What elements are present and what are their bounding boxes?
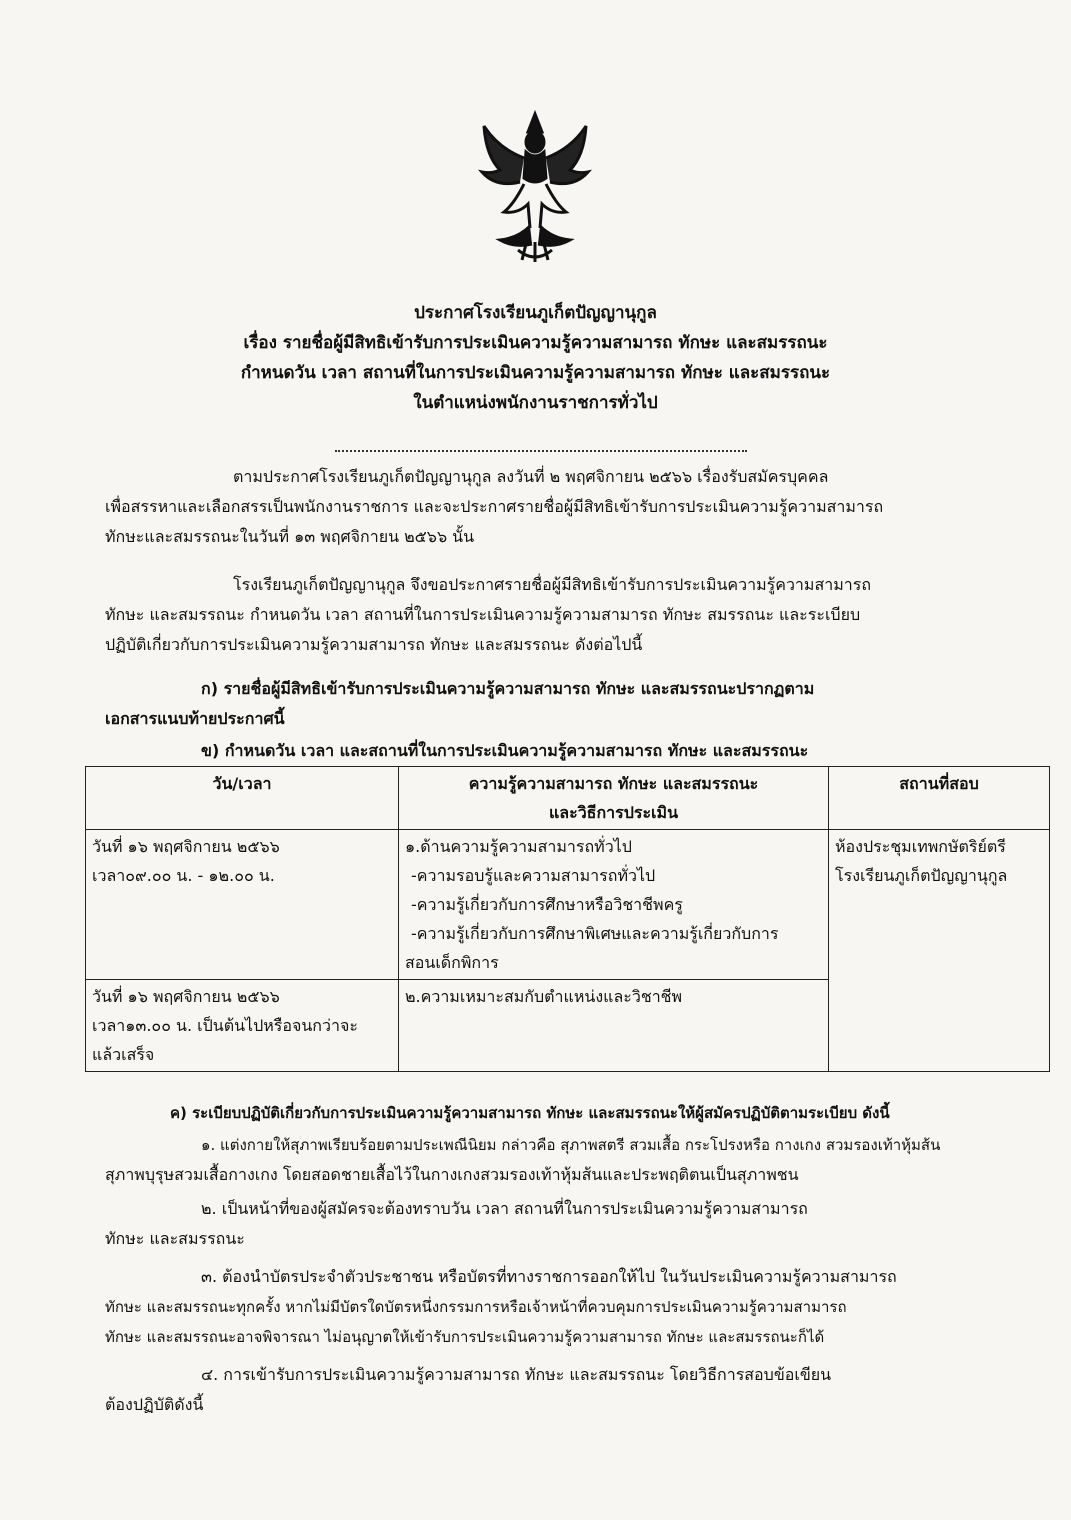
text-line: ค) ระเบียบปฏิบัติเกี่ยวกับการประเมินความรู้ความสามารถ ทักษะ และสมรรถนะให้ผู้สมัครปฏิบัติตามระเบียบ ดังนี้ [170,1104,890,1122]
text-line: เอกสารแนบท้ายประกาศนี้ [105,709,285,728]
garuda-emblem-icon [474,108,596,268]
text-line: ทักษะและสมรรถนะในวันที่ ๑๓ พฤศจิกายน ๒๕๖๖ นั้น [105,527,475,546]
schedule-table [85,766,1050,1072]
text-line: ตามประกาศโรงเรียนภูเก็ตปัญญานุกูล ลงวันที่ ๒ พฤศจิกายน ๒๕๖๖ เรื่องรับสมัครบุคคล [233,467,829,486]
header-venue: สถานที่สอบ [829,767,1050,830]
row1-item-3: -ความรู้เกี่ยวกับการศึกษาพิเศษและความรู้เกี่ยวกับการ [411,924,779,943]
row1-datetime [86,830,399,980]
row2-datetime [86,980,399,1072]
text-line: เพื่อสรรหาและเลือกสรรเป็นพนักงานราชการ และจะประกาศรายชื่อผู้มีสิทธิเข้ารับการประเมินความรู้ความสามารถ [105,497,884,516]
rule-3 [105,1262,985,1352]
text-line: สุภาพบุรุษสวมเสื้อกางเกง โดยสอดชายเสื้อไว้ในกางเกงสวมรองเท้าหุ้มส้นและประพฤติตนเป็นสุภาพชน [105,1165,799,1184]
header-datetime: วัน/เวลา [86,767,399,830]
text-line: ๔. การเข้ารับการประเมินความรู้ความสามารถ ทักษะ และสมรรถนะ โดยวิธีการสอบข้อเขียน [201,1365,832,1384]
rule-4 [105,1360,985,1420]
row1-date: วันที่ ๑๖ พฤศจิกายน ๒๕๖๖ [92,837,280,856]
text-line: ทักษะ และสมรรถนะ [105,1229,245,1248]
text-line: ข) กำหนดวัน เวลา และสถานที่ในการประเมินความรู้ความสามารถ ทักษะ และสมรรถนะ [201,741,809,760]
row2-time-2: แล้วเสร็จ [92,1045,155,1064]
row2-date: วันที่ ๑๖ พฤศจิกายน ๒๕๖๖ [92,987,280,1006]
row1-content-title: ๑.ด้านความรู้ความสามารถทั่วไป [405,837,632,856]
text-line: ๒. เป็นหน้าที่ของผู้สมัครจะต้องทราบวัน เวลา สถานที่ในการประเมินความรู้ความสามารถ [201,1199,808,1218]
row1-item-2: -ความรู้เกี่ยวกับการศึกษาหรือวิชาชีพครู [411,895,683,914]
announcement-title: ประกาศโรงเรียนภูเก็ตปัญญานุกูล [414,303,657,323]
text-line: ๓. ต้องนำบัตรประจำตัวประชาชน หรือบัตรที่ทางราชการออกให้ไป ในวันประเมินความรู้ความสามารถ [201,1267,897,1286]
rule-1 [105,1130,985,1190]
intro-paragraph-1 [105,462,985,552]
intro-paragraph-2 [105,570,985,660]
row2-content [399,980,829,1072]
text-line: ปฏิบัติเกี่ยวกับการประเมินความรู้ความสามารถ ทักษะ และสมรรถนะ ดังต่อไปนี้ [105,635,643,654]
table-row [86,830,1050,980]
row2-content-title: ๒.ความเหมาะสมกับตำแหน่งและวิชาชีพ [405,987,683,1006]
text-line: ทักษะ และสมรรถนะ กำหนดวัน เวลา สถานที่ในการประเมินความรู้ความสามารถ ทักษะ สมรรถนะ และระเบียบ [105,605,861,624]
subject-line-2: กำหนดวัน เวลา สถานที่ในการประเมินความรู้ความสามารถ ทักษะ และสมรรถนะ [240,363,831,383]
table-header-row [86,767,1050,830]
row1-item-1: -ความรอบรู้และความสามารถทั่วไป [411,866,656,885]
dotted-divider [335,450,747,452]
text-line: ต้องปฏิบัติดังนี้ [105,1395,204,1414]
header-content-line-1: ความรู้ความสามารถ ทักษะ และสมรรถนะ [468,774,759,793]
text-line: ก) รายชื่อผู้มีสิทธิเข้ารับการประเมินความรู้ความสามารถ ทักษะ และสมรรถนะปรากฏตาม [201,679,815,698]
announcement-title-block [0,298,1071,418]
header-content-line-2: และวิธีการประเมิน [548,803,679,822]
row1-content [399,830,829,980]
section-b [105,736,985,766]
section-a [105,674,985,734]
row2-time-1: เวลา๑๓.๐๐ น. เป็นต้นไปหรือจนกว่าจะ [92,1016,358,1035]
venue-cell [829,830,1050,1072]
text-line: โรงเรียนภูเก็ตปัญญานุกูล จึงขอประกาศรายชื่อผู้มีสิทธิเข้ารับการประเมินความรู้ความสามารถ [233,575,872,594]
subject-line-1: เรื่อง รายชื่อผู้มีสิทธิเข้ารับการประเมินความรู้ความสามารถ ทักษะ และสมรรถนะ [243,333,828,353]
venue-line-1: ห้องประชุมเทพกษัตริย์ตรี [835,837,1006,856]
text-line: ทักษะ และสมรรถนะทุกครั้ง หากไม่มีบัตรใดบัตรหนึ่งกรรมการหรือเจ้าหน้าที่ควบคุมการประเมินความรู้ความสามารถ [105,1298,847,1316]
text-line: ทักษะ และสมรรถนะอาจพิจารณา ไม่อนุญาตให้เข้ารับการประเมินความรู้ความสามารถ ทักษะ และสมรรถนะก็ได้ [105,1328,825,1346]
row1-item-3-wrap: สอนเด็กพิการ [405,953,499,972]
subject-line-3: ในตำแหน่งพนักงานราชการทั่วไป [413,393,658,413]
rules-heading [170,1098,1030,1128]
text-line: ๑. แต่งกายให้สุภาพเรียบร้อยตามประเพณีนิยม กล่าวคือ สุภาพสตรี สวมเสื้อ กระโปรงหรือ กางเกง สวมรองเท้าหุ้มส้น [201,1136,941,1154]
header-content [399,767,829,830]
rule-2 [105,1194,985,1254]
row1-time: เวลา๐๙.๐๐ น. - ๑๒.๐๐ น. [92,866,275,885]
venue-line-2: โรงเรียนภูเก็ตปัญญานุกูล [835,866,1008,885]
